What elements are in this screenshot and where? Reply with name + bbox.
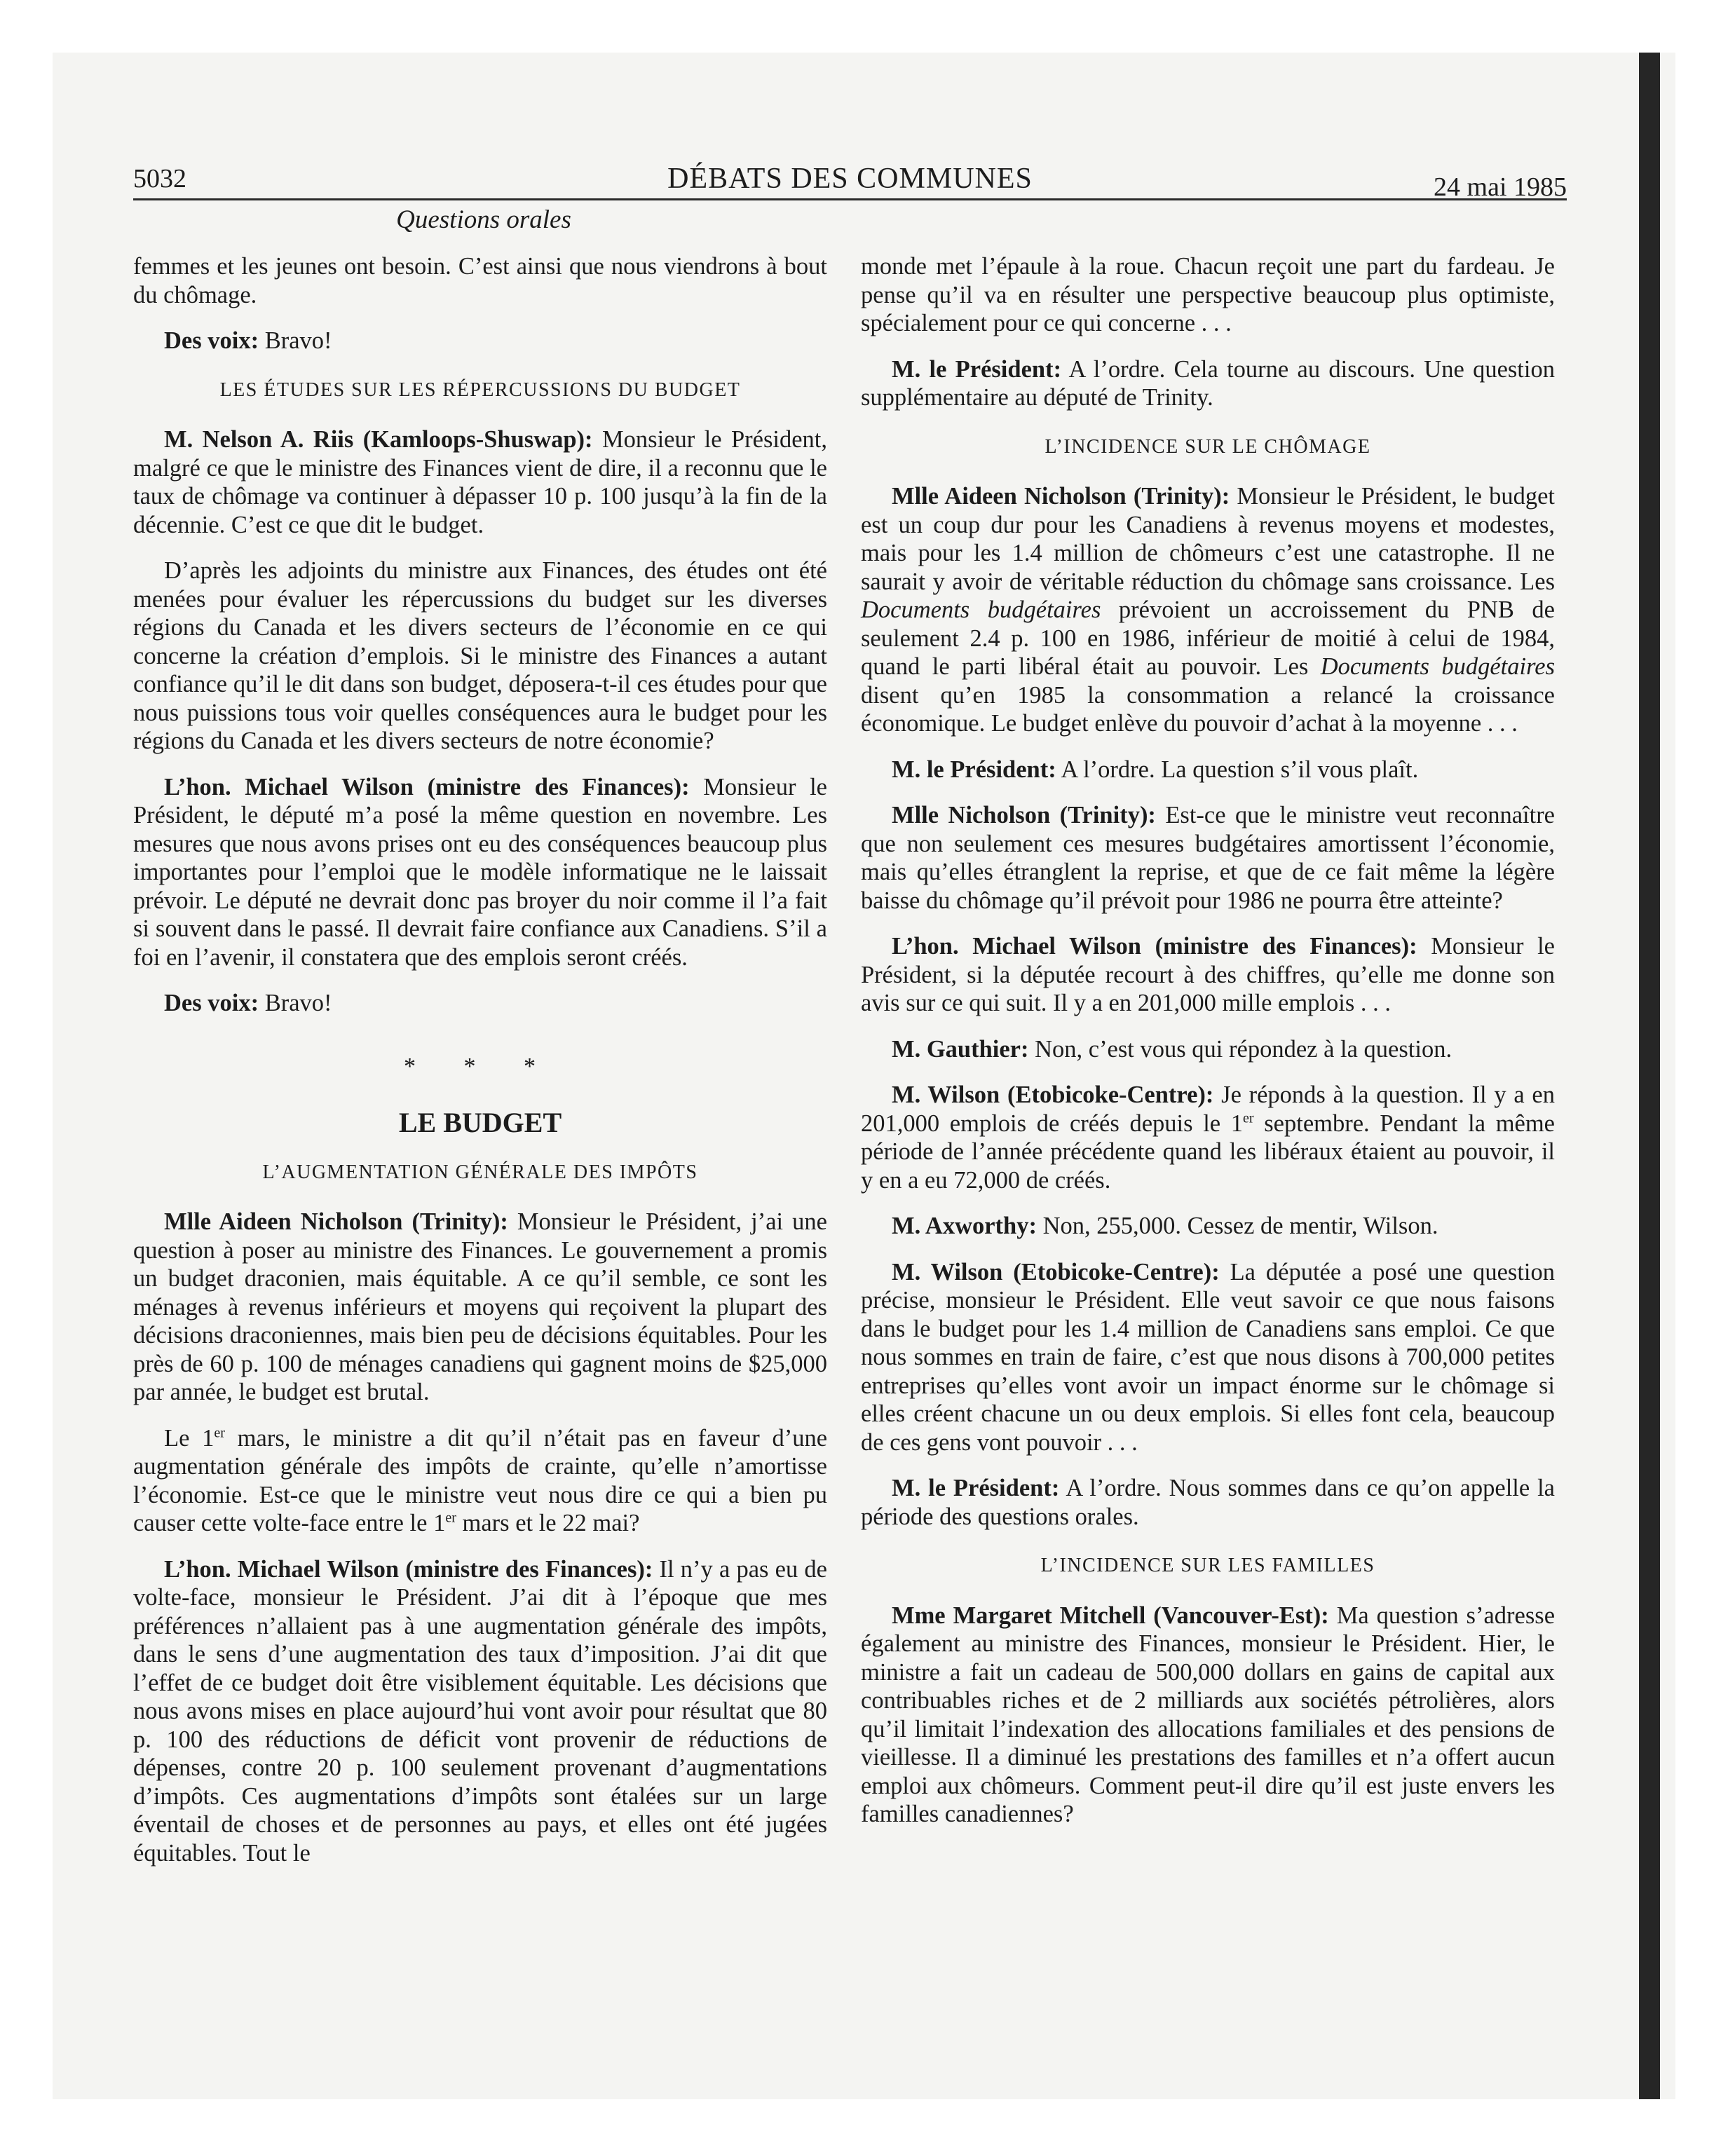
paragraph [133, 773, 827, 972]
paragraph [861, 1212, 1555, 1241]
binding-edge [1639, 53, 1660, 2099]
section-separator: * * * [404, 1053, 557, 1079]
speech-text: Monsieur le Président, j’ai une question à poser au ministre des Finances. Le gouvernement a promis un budget draconien, mais équitable. A ce qu’il semble, ce sont les ménages à revenus inférieurs et moyens qui reçoivent la plupart des décisions draconiennes, mais bien peu de décisions équitables. Pour les près de 60 p. 100 de ménages canadiens qui gagnent moins de $25,000 par année, le budget est brutal. [133, 1208, 827, 1405]
subheading: L’INCIDENCE SUR LES FAMILLES [1040, 1555, 1375, 1576]
paragraph [861, 482, 1555, 738]
paragraph [861, 1474, 1555, 1531]
speaker-name: M. le Président: [892, 1475, 1060, 1501]
page-number: 5032 [133, 164, 186, 193]
ordinal-suffix: er [214, 1425, 225, 1440]
speech-text: Est-ce que le ministre veut reconnaître que non seulement ces mesures budgétaires amortissent l’économie, mais qu’elles étranglent la reprise, et que de ce fait même la légère baisse du chômage qu’il prévoit pour 1986 ne pourra être atteinte? [861, 802, 1555, 914]
text-run: Le 1 [164, 1424, 215, 1452]
paragraph [861, 1258, 1555, 1457]
paragraph [861, 1035, 1555, 1064]
speaker-name: Mlle Nicholson (Trinity): [892, 802, 1156, 828]
speaker-name: M. Nelson A. Riis (Kamloops-Shuswap): [164, 426, 593, 453]
text-run: Monsieur le Président, le budget est un coup dur pour les Canadiens à revenus moyens et modestes, mais pour les 1.4 million de chômeurs c’est une catastrophe. Il ne saurait y avoir de véritable réduction du chômage sans croissance. Les [861, 483, 1555, 595]
speech-text: A l’ordre. Cela tourne au discours. Une question supplémentaire au député de Trinity. [861, 355, 1555, 411]
document-title: Documents budgétaires [861, 596, 1101, 623]
paragraph [133, 1555, 827, 1868]
ordinal-suffix: er [1243, 1110, 1254, 1126]
subheading: L’AUGMENTATION GÉNÉRALE DES IMPÔTS [262, 1161, 698, 1183]
paragraph [133, 1208, 827, 1407]
text-run: prévoient un accroissement du PNB de seulement 2.4 p. 100 en 1986, inférieur de moitié à celui de 1984, quand le parti libéral était au pouvoir. Les [861, 596, 1555, 680]
paragraph [861, 355, 1555, 412]
paragraph [861, 1602, 1555, 1829]
paragraph [133, 425, 827, 539]
speech-text: La députée a posé une question précise, monsieur le Président. Elle veut savoir ce que nous faisons dans le budget pour les 1.4 million de Canadiens sans emploi. Ce que nous sommes en train de faire, c’est que nous disons à 700,000 petites entreprises qu’elles vont avoir un impact énorme sur le chômage si elles créent chacune un ou deux emplois. Si elles font cela, beaucoup de ces gens vont pouvoir . . . [861, 1258, 1556, 1456]
paragraph [133, 989, 827, 1018]
speech-text: Non, c’est vous qui répondez à la question. [1028, 1035, 1452, 1063]
speech-text: Monsieur le Président, si la députée recourt à des chiffres, qu’elle me donne son avis sur ce qui suit. Il y a en 201,000 mille emplois . . . [861, 933, 1555, 1016]
speaker-name: L’hon. Michael Wilson (ministre des Finances): [164, 1555, 653, 1583]
paragraph [133, 1424, 827, 1538]
paragraph [861, 801, 1555, 915]
speech-text: Bravo! [259, 327, 332, 354]
speaker-name: M. Gauthier: [892, 1035, 1029, 1063]
paragraph [861, 756, 1555, 784]
ordinal-suffix: er [445, 1510, 456, 1526]
speech-text: Il n’y a pas eu de volte-face, monsieur le Président. J’ai dit à l’époque que mes préférences n’allaient pas à une augmentation générale des impôts, dans le sens d’une augmentation des taux d’imposition. J’ai dit que l’effet de ce budget doit être visiblement équitable. Les décisions que nous avons mises en place aujourd’hui vont avoir pour résultat que 80 p. 100 des réductions de déficit vont provenir de réductions de dépenses, contre 20 p. 100 seulement provenant d’augmentations d’impôts. Ces augmentations d’impôts sont étalées sur un large éventail de choses et de personnes au pays, et elles ont été jugées équitables. Tout le [133, 1555, 827, 1867]
speech-text: Monsieur le Président, malgré ce que le ministre des Finances vient de dire, il a reconnu que le taux de chômage va continuer à dépasser 10 p. 100 jusqu’à la fin de la décennie. C’est ce que dit le budget. [133, 426, 827, 538]
paragraph: femmes et les jeunes ont besoin. C’est ainsi que nous viendrons à bout du chômage. [133, 253, 827, 308]
subheading: L’INCIDENCE SUR LE CHÔMAGE [1045, 435, 1371, 458]
speaker-name: M. Wilson (Etobicoke-Centre): [892, 1082, 1214, 1108]
speech-text: A l’ordre. Nous sommes dans ce qu’on appelle la période des questions orales. [861, 1475, 1555, 1530]
speaker-name: M. le Président: [892, 756, 1056, 783]
paragraph [861, 1081, 1555, 1194]
left-column [133, 252, 827, 1885]
document-title: Documents budgétaires [1320, 653, 1555, 680]
speech-text: Non, 255,000. Cessez de mentir, Wilson. [1036, 1213, 1438, 1239]
text-run: disent qu’en 1985 la consommation a relancé la croissance économique. Le budget enlève du pouvoir d’achat à la moyenne . . . [861, 681, 1555, 737]
section-label: Questions orales [396, 205, 571, 234]
speech-text: Ma question s’adresse également au ministre des Finances, monsieur le Président. Hier, le ministre a fait un cadeau de 500,000 dollars en gains de capital aux contribuables riches et de 2 milliards aux sociétés pétrolières, alors qu’il limitait l’indexation des allocations familiales et des pensions de vieillesse. Il a diminué les prestations des familles et n’a offert aucun emploi aux chômeurs. Comment peut-il dire qu’il est juste envers les familles canadiennes? [861, 1602, 1556, 1827]
publication-title: DÉBATS DES COMMUNES [667, 163, 1033, 195]
speaker-name: Des voix: [164, 327, 259, 354]
speaker-name: M. le Président: [892, 355, 1062, 383]
speech-text: Monsieur le Président, le député m’a posé la même question en novembre. Les mesures que nous avons prises ont eu des conséquences beaucoup plus importantes pour l’emploi que le modèle informatique ne le laissait prévoir. Le député ne devrait donc pas broyer du noir comme il l’a fait si souvent dans le passé. Il devrait faire confiance aux Canadiens. S’il a foi en l’avenir, il constatera que des emplois seront créés. [133, 773, 827, 971]
paragraph [133, 327, 827, 355]
page-header [133, 158, 1567, 200]
paragraph: D’après les adjoints du ministre aux Finances, des études ont été menées pour évaluer les répercussions du budget sur les diverses régions du Canada et les divers secteurs de l’économie en ce qui concerne la création d’emplois. Si le ministre des Finances a autant confiance qu’il le dit dans son budget, déposera-t-il ces études pour que nous puissions tous voir quelles conséquences aura le budget pour les régions du Canada et les divers secteurs de notre économie? [133, 557, 827, 754]
speaker-name: M. Wilson (Etobicoke-Centre): [892, 1258, 1220, 1285]
speaker-name: M. Axworthy: [892, 1213, 1037, 1239]
text-run: mars, le ministre a dit qu’il n’était pas en faveur d’une augmentation générale des impôts de crainte, qu’elle n’amortisse l’économie. Est-ce que le ministre veut nous dire ce qui a bien pu causer cette volte-face entre le 1 [133, 1424, 828, 1536]
paragraph [861, 932, 1555, 1018]
text-run: Je réponds à la question. Il y a en 201,000 emplois de créés depuis le 1 [861, 1082, 1555, 1137]
publication-date: 24 mai 1985 [1434, 172, 1567, 202]
speaker-name: Mme Margaret Mitchell (Vancouver-Est): [892, 1602, 1329, 1629]
subheading: LES ÉTUDES SUR LES RÉPERCUSSIONS DU BUDGET [219, 378, 741, 401]
right-column [861, 252, 1555, 1846]
speaker-name: Mlle Aideen Nicholson (Trinity): [164, 1208, 508, 1235]
section-heading: LE BUDGET [398, 1107, 562, 1138]
speech-text: Bravo! [259, 990, 332, 1016]
speaker-name: Mlle Aideen Nicholson (Trinity): [892, 483, 1230, 510]
speaker-name: L’hon. Michael Wilson (ministre des Finances): [892, 933, 1417, 960]
speaker-name: L’hon. Michael Wilson (ministre des Finances): [164, 773, 690, 800]
paragraph: monde met l’épaule à la roue. Chacun reçoit une part du fardeau. Je pense qu’il va en résulter une perspective beaucoup plus optimiste, spécialement pour ce qui concerne . . . [861, 253, 1555, 336]
text-run: septembre. Pendant la même période de l’année précédente quand les libéraux étaient au pouvoir, il y en a eu 72,000 de créés. [861, 1110, 1555, 1194]
speaker-name: Des voix: [164, 990, 259, 1016]
text-run: mars et le 22 mai? [456, 1510, 640, 1536]
speech-text: A l’ordre. La question s’il vous plaît. [1056, 756, 1419, 783]
